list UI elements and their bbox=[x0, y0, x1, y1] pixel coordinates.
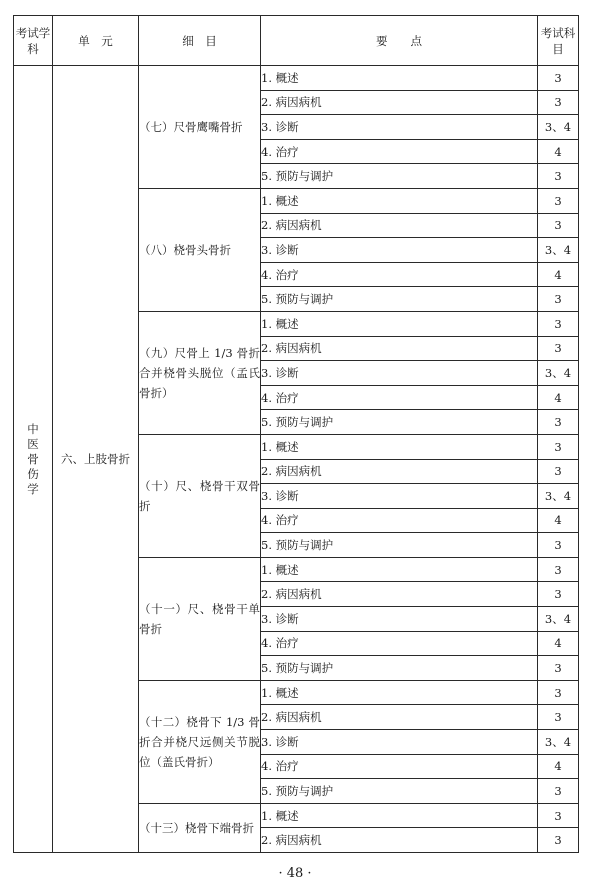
point-label: 5. 预防与调护 bbox=[261, 164, 538, 189]
point-label: 1. 概述 bbox=[261, 434, 538, 459]
level-value: 3 bbox=[538, 66, 579, 91]
syllabus-table bbox=[13, 15, 579, 853]
point-label: 5. 预防与调护 bbox=[261, 779, 538, 804]
point-label: 3. 诊断 bbox=[261, 730, 538, 755]
point-label: 5. 预防与调护 bbox=[261, 533, 538, 558]
level-value: 3 bbox=[538, 779, 579, 804]
point-label: 5. 预防与调护 bbox=[261, 287, 538, 312]
level-value: 3 bbox=[538, 656, 579, 681]
level-value: 3、4 bbox=[538, 607, 579, 632]
level-value: 3 bbox=[538, 828, 579, 853]
level-value: 4 bbox=[538, 508, 579, 533]
point-label: 2. 病因病机 bbox=[261, 90, 538, 115]
table-row bbox=[14, 66, 579, 91]
point-label: 2. 病因病机 bbox=[261, 336, 538, 361]
level-value: 3 bbox=[538, 410, 579, 435]
point-label: 2. 病因病机 bbox=[261, 705, 538, 730]
header-level: 考试科目 bbox=[538, 16, 579, 66]
item-title: （十三）桡骨下端骨折 bbox=[139, 803, 261, 852]
table-body bbox=[14, 66, 579, 853]
point-label: 4. 治疗 bbox=[261, 262, 538, 287]
level-value: 4 bbox=[538, 631, 579, 656]
point-label: 2. 病因病机 bbox=[261, 459, 538, 484]
level-value: 3 bbox=[538, 188, 579, 213]
point-label: 3. 诊断 bbox=[261, 607, 538, 632]
item-title: （八）桡骨头骨折 bbox=[139, 188, 261, 311]
point-label: 2. 病因病机 bbox=[261, 582, 538, 607]
point-label: 3. 诊断 bbox=[261, 238, 538, 263]
level-value: 3 bbox=[538, 680, 579, 705]
level-value: 3 bbox=[538, 582, 579, 607]
unit-label: 六、上肢骨折 bbox=[53, 66, 139, 853]
level-value: 4 bbox=[538, 754, 579, 779]
level-value: 3 bbox=[538, 803, 579, 828]
level-value: 3 bbox=[538, 557, 579, 582]
level-value: 3 bbox=[538, 164, 579, 189]
point-label: 3. 诊断 bbox=[261, 361, 538, 386]
level-value: 3 bbox=[538, 311, 579, 336]
page-number: · 48 · bbox=[278, 866, 312, 881]
level-value: 4 bbox=[538, 262, 579, 287]
point-label: 1. 概述 bbox=[261, 803, 538, 828]
point-label: 5. 预防与调护 bbox=[261, 656, 538, 681]
header-item: 细 目 bbox=[139, 16, 261, 66]
point-label: 2. 病因病机 bbox=[261, 828, 538, 853]
item-title: （七）尺骨鹰嘴骨折 bbox=[139, 66, 261, 189]
level-value: 4 bbox=[538, 139, 579, 164]
level-value: 3 bbox=[538, 287, 579, 312]
point-label: 1. 概述 bbox=[261, 557, 538, 582]
item-title: （十）尺、桡骨干双骨折 bbox=[139, 434, 261, 557]
point-label: 2. 病因病机 bbox=[261, 213, 538, 238]
level-value: 3 bbox=[538, 90, 579, 115]
point-label: 4. 治疗 bbox=[261, 385, 538, 410]
level-value: 3 bbox=[538, 459, 579, 484]
level-value: 3 bbox=[538, 533, 579, 558]
level-value: 4 bbox=[538, 385, 579, 410]
level-value: 3 bbox=[538, 705, 579, 730]
subject-cell bbox=[14, 66, 53, 853]
level-value: 3、4 bbox=[538, 484, 579, 509]
point-label: 4. 治疗 bbox=[261, 139, 538, 164]
item-title: （九）尺骨上 1/3 骨折合并桡骨头脱位（孟氏骨折） bbox=[139, 311, 261, 434]
level-value: 3、4 bbox=[538, 238, 579, 263]
level-value: 3 bbox=[538, 213, 579, 238]
level-value: 3 bbox=[538, 336, 579, 361]
point-label: 5. 预防与调护 bbox=[261, 410, 538, 435]
header-unit: 单 元 bbox=[53, 16, 139, 66]
item-title: （十一）尺、桡骨干单骨折 bbox=[139, 557, 261, 680]
level-value: 3、4 bbox=[538, 361, 579, 386]
point-label: 4. 治疗 bbox=[261, 508, 538, 533]
point-label: 3. 诊断 bbox=[261, 484, 538, 509]
point-label: 4. 治疗 bbox=[261, 754, 538, 779]
point-label: 4. 治疗 bbox=[261, 631, 538, 656]
point-label: 1. 概述 bbox=[261, 311, 538, 336]
header-point: 要 点 bbox=[261, 16, 538, 66]
point-label: 1. 概述 bbox=[261, 188, 538, 213]
point-label: 1. 概述 bbox=[261, 66, 538, 91]
level-value: 3、4 bbox=[538, 730, 579, 755]
point-label: 3. 诊断 bbox=[261, 115, 538, 140]
level-value: 3、4 bbox=[538, 115, 579, 140]
item-title: （十二）桡骨下 1/3 骨折合并桡尺远侧关节脱位（盖氏骨折） bbox=[139, 680, 261, 803]
level-value: 3 bbox=[538, 434, 579, 459]
table-header-row bbox=[14, 16, 579, 66]
subject-label: 中医骨伤学 bbox=[27, 421, 39, 496]
header-subject: 考试学科 bbox=[14, 16, 53, 66]
point-label: 1. 概述 bbox=[261, 680, 538, 705]
